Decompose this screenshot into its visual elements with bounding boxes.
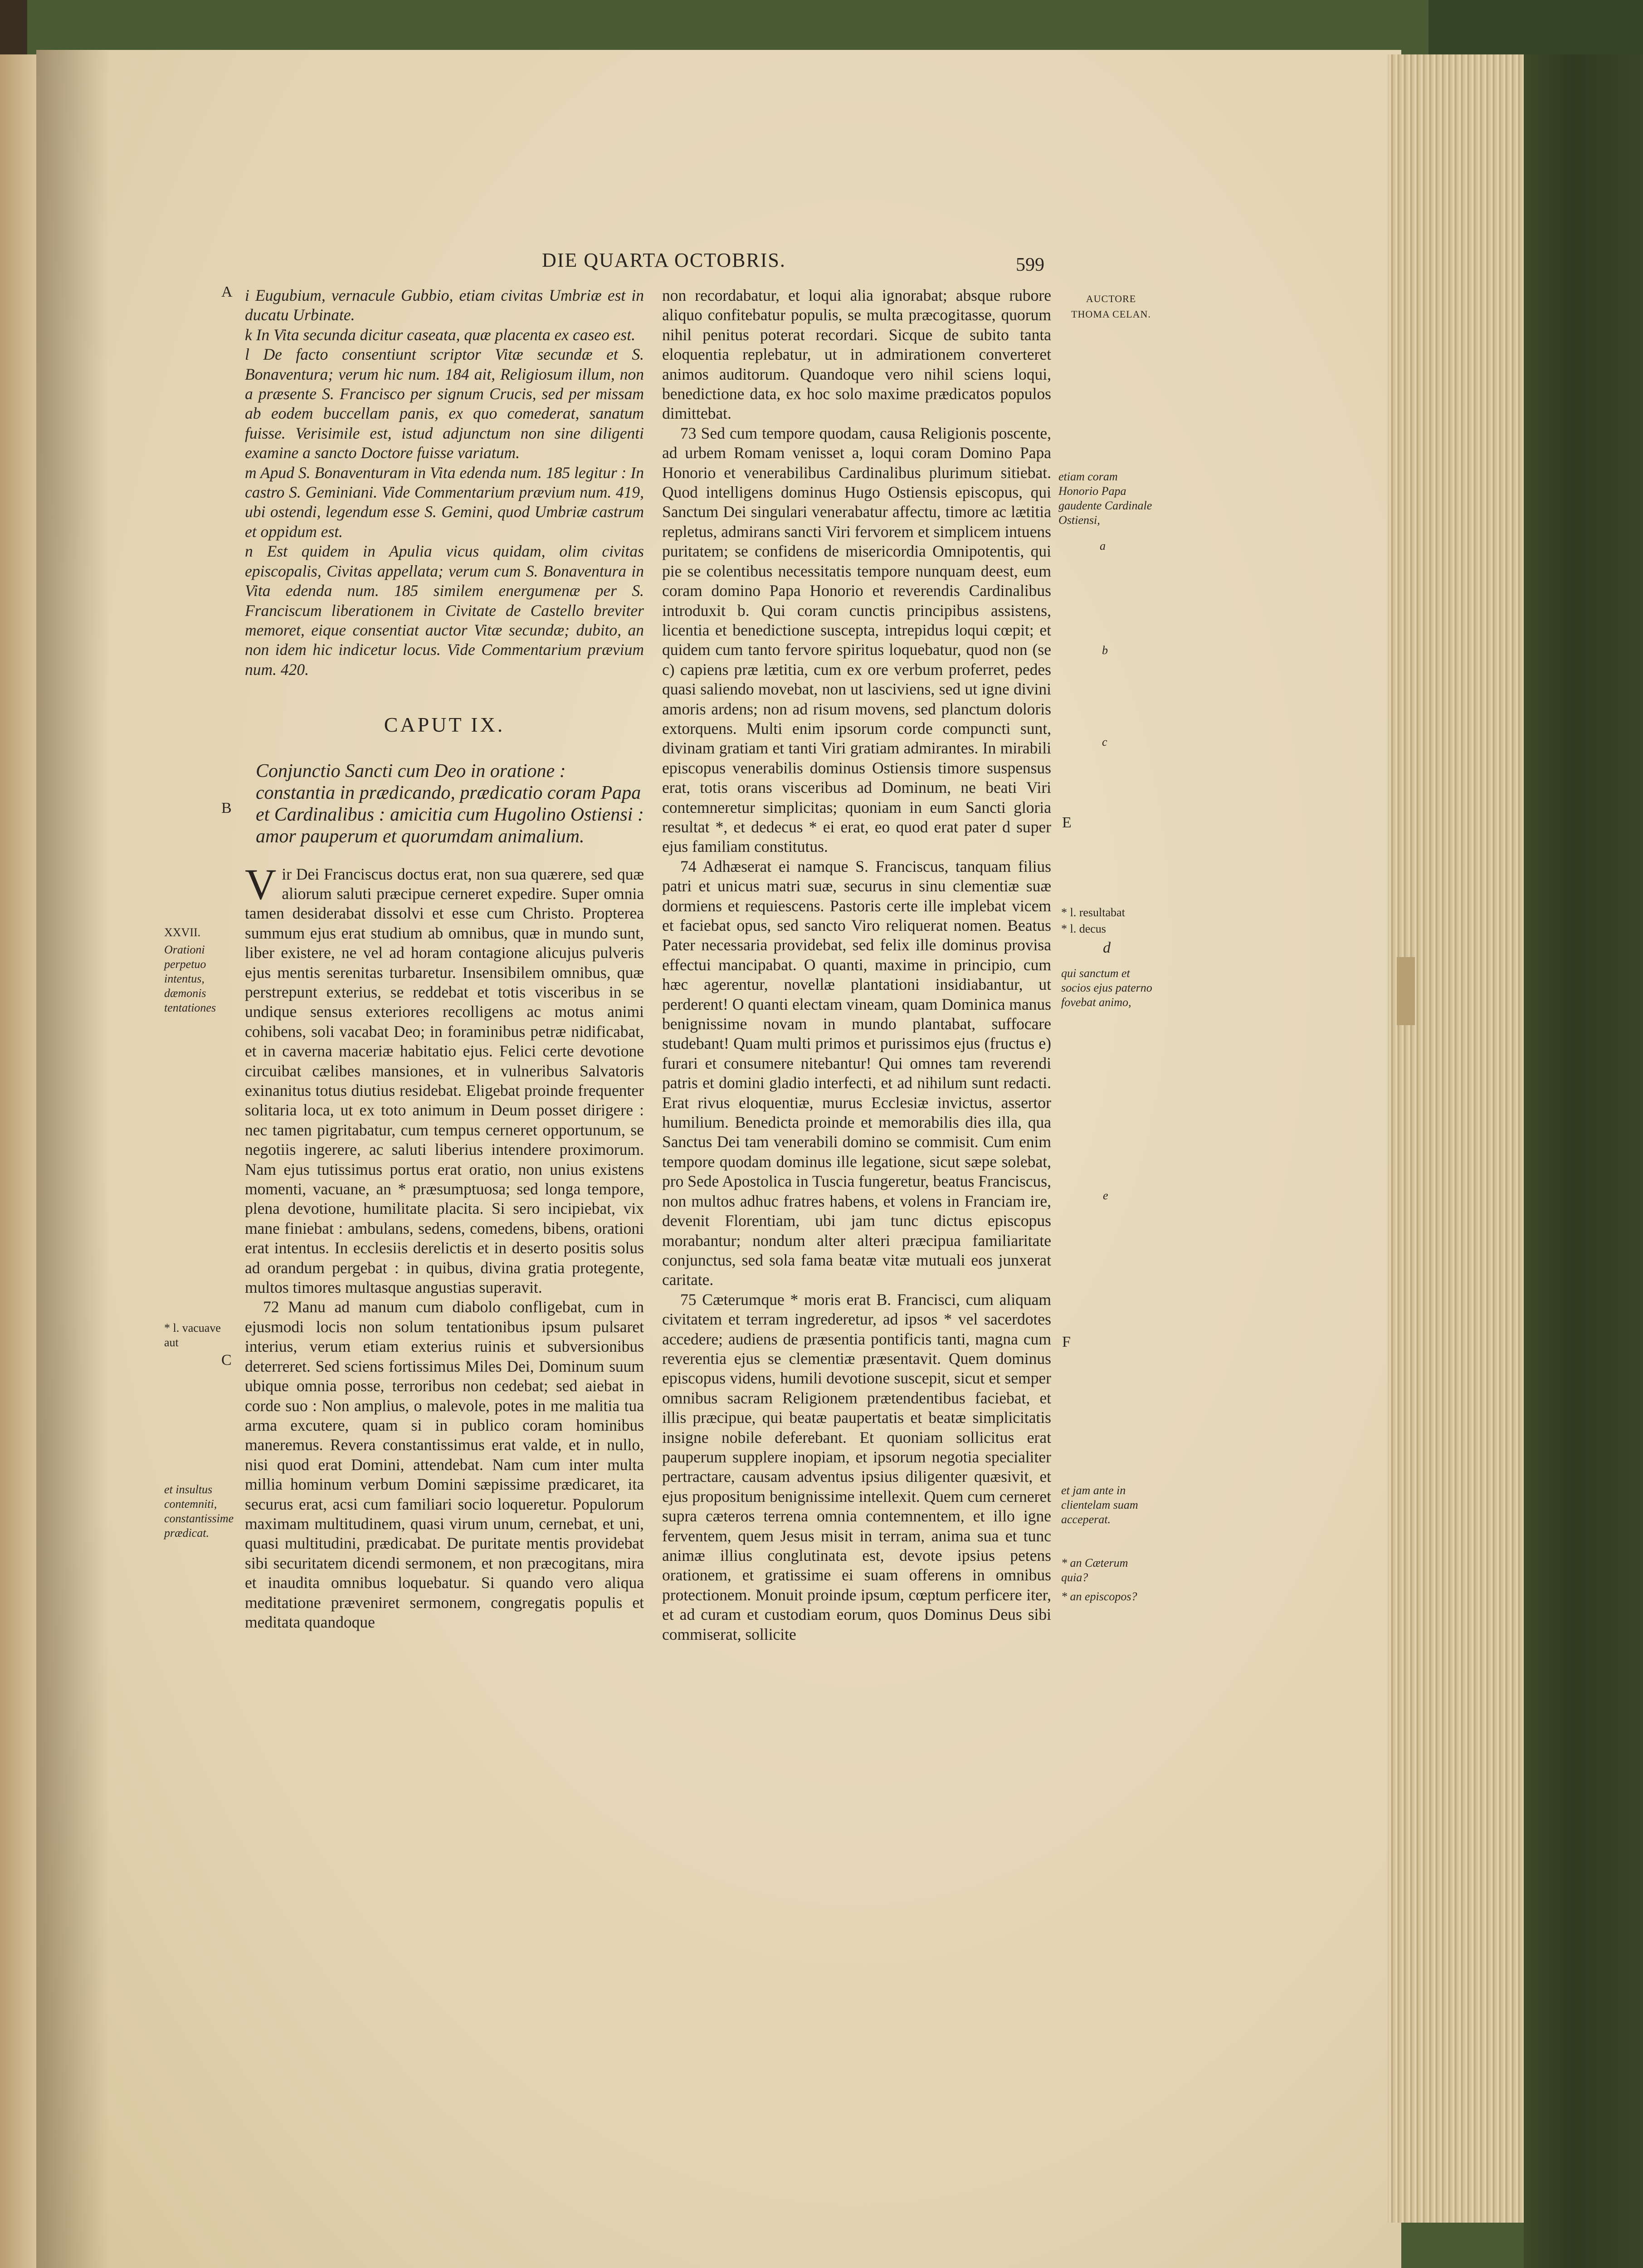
footnote-m: m Apud S. Bonaventuram in Vita edenda num. 185 legitur : In castro S. Geminiani. Vide Commentarium prævium num. 419, ubi ostendi, legendum esse S. Gemini, quod Umbriæ castrum et oppidum est. — [245, 463, 644, 541]
margin-note-insultus: et insultus contemniti, constantissime prædicat. — [164, 1483, 234, 1540]
margin-note-episcopos: * an episcopos? — [1061, 1590, 1137, 1603]
right-column — [662, 286, 1051, 1644]
margin-note-decus: * l. decus — [1061, 922, 1106, 935]
book-cover-top — [1428, 0, 1643, 64]
section-letter-f: F — [1062, 1334, 1071, 1350]
margin-note-resultabat: * l. resultabat — [1061, 906, 1125, 919]
facing-page-edge — [0, 54, 36, 2268]
running-title: DIE QUARTA OCTOBRIS. — [542, 249, 786, 271]
margin-note-honorio: etiam coram Honorio Papa gaudente Cardinale Ostiensi, — [1058, 470, 1152, 527]
margin-note-clientelam: et jam ante in clientelam suam acceperat. — [1061, 1484, 1138, 1526]
margin-note-socios: qui sanctum et socios ejus paterno fovebat animo, — [1061, 967, 1152, 1009]
footnote-k: k In Vita secunda dicitur caseata, quæ placenta ex caseo est. — [245, 325, 635, 344]
section-letter-b: B — [221, 800, 232, 816]
margin-note-letter-d: d — [1103, 939, 1111, 956]
section-letter-c: C — [221, 1352, 232, 1369]
footnote-n: n Est quidem in Apulia vicus quidam, olim civitas episcopalis, Civitas appellata; verum cum S. Bonaventura in Vita edenda num. 185 similem energumenæ per S. Franciscum liberationem in Civitate de Castello breviter memoret, eique consentiat auctor Vitæ secundæ; dubito, an non idem hic indicetur locus. Vide Commentarium prævium num. 420. — [245, 542, 644, 679]
drop-cap: V — [245, 860, 277, 909]
chapter-summary: Conjunctio Sancti cum Deo in oratione : constantia in prædicando, prædicatio coram Papa et Cardinalibus : amicitia cum Hugolino Ostiensi : amor pauperum et quorumdam animalium. — [256, 760, 644, 847]
chapter-title: CAPUT IX. — [384, 713, 505, 737]
paragraph-74: 74 Adhæserat ei namque S. Franciscus, tanquam filius patri et unicus matri suæ, securus in sinu clementiæ suæ dormiens et requiescens. Pastoris certe ille implebat vicem et faciebat opus, sed sancto Viro reliquerat nomen. Beatus Pater necessaria providebat, sed felix ille dominus provisa effectui mancipabat. O quanti, maxime in principio, cum hæc agerentur, novellæ plantationi insidiabantur, ut perderent! O quanti electam vineam, quam Dominica manus benignissime novam in mundo plantabat, suffocare studebant! Quam multi primos et purissimos ejus (fructus e) furari et consumere nitebantur! Qui omnes tam reverendi patris et domini gladio interfecti, et ad nihilum sunt redacti. Erat rivus eloquentiæ, murus Ecclesiæ invictus, assertor humilium. Benedicta proinde et memorabilis dies illa, qua Sanctus Dei tam venerabili domino se commisit. Cum enim tempore quodam dominus ille legatione, sicut sæpe solebat, pro Sede Apostolica in Tuscia fungeretur, beatus Franciscus, non multos adhuc fratres habens, et volens in Franciam ire, devenit Florentiam, ubi jam tunc dictus episcopus morabantur; nondum alter alteri præcipua familiaritate conjunctus, sed sola fama beatæ vitæ mutuali eos junxerat caritate. — [662, 857, 1051, 1289]
left-column — [245, 286, 644, 1632]
page-tab-marker — [1397, 957, 1415, 1025]
author-note: AUCTORE THOMA CELAN. — [1071, 293, 1151, 320]
paragraph-72: 72 Manu ad manum cum diabolo confligebat, cum in ejusmodi locis non solum tentationibus ipsum pulsaret interius, verum etiam exterius ruinis et subversionibus deterreret. Sed sciens fortissimus Miles Dei, Dominum suum ubique omnia posse, terroribus non cedebat; sed aiebat in corde suo : Non amplius, o malevole, potes in me malitia tua arma excutere, quam si in publico coram hominibus maneremus. Revera constantissimus erat valde, et in nullo, nisi quod erat Domini, attendebat. Nam cum inter multa millia hominum verbum Domini sæpissime prædicaret, ita securus erat, acsi cum familiari socio loqueretur. Populorum maximam multitudinem, quasi virum unum, cernebat, et uni, quasi multitudini, prædicabat. De puritate mentis providebat sibi securitatem dicendi sermonem, et non præcogitans, mira et inaudita omnibus loquebatur. Si quando vero aliqua meditatione præveniret sermonem, congregatis populis et meditata quandoque — [245, 1298, 644, 1631]
paragraph-75: 75 Cæterumque * moris erat B. Francisci, cum aliquam civitatem et terram ingrederetur, ad ipsos * vel sacerdotes accedere; audiens de præsentia pontificis tanti, magna cum reverentia ejus se clementiæ præsentavit. Quem dominus episcopus videns, humili devotione suscepit, sicut et semper omnibus sacram Religionem prætendentibus faciebat, et illis præcipue, qui beatæ paupertatis et beatæ simplicitatis insigne nobile deferebant. Et quoniam sollicitus erat pauperum supplere inopiam, et ipsorum negotia specialiter pertractare, causam adventus ipsius diligenter quæsivit, et ejus propositum benignissime intellexit. Quem cum cerneret supra cæteros terrena omnia contemnentem, et illo igne ferventem, quem Jesus misit in terram, anima sua et tunc animæ illius conglutinata est, devote ipsius petens orationem, et gratissime ei suam offerens in omnibus protectionem. Monuit proinde ipsum, cœptum perficere iter, et ad curam et custodiam eorum, quos Dominus Deus sibi commiserat, sollicite — [662, 1290, 1051, 1643]
footnote-l: l De facto consentiunt scriptor Vitæ secundæ et S. Bonaventura; verum hic num. 184 ait, Religiosum illum, non a præsente S. Francisco per signum Crucis, sed per missam ab eodem buccellam panis, ex quo comederat, sanatum fuisse. Verisimile est, istud adjunctum non sine diligenti examine a sancto Doctore fuisse variatum. — [245, 345, 644, 462]
gutter-shadow — [36, 50, 109, 2268]
margin-note-vacuave: * l. vacuave aut — [164, 1321, 221, 1349]
page-number: 599 — [1016, 254, 1044, 275]
book-cover-edge — [1524, 54, 1643, 2268]
footnote-i: i Eugubium, vernacule Gubbio, etiam civitas Umbriæ est in ducatu Urbinate. — [245, 286, 644, 324]
margin-note-letter-a: a — [1100, 539, 1106, 552]
margin-note-letter-c: c — [1102, 735, 1107, 748]
margin-note-caeterum: * an Cæterum quia? — [1061, 1556, 1128, 1584]
paragraph-71 — [245, 860, 644, 1298]
section-letter-a: A — [221, 284, 233, 300]
paragraph-72-cont: non recordabatur, et loqui alia ignorabat; absque rubore aliquo confitebatur populis, se multa præcogitasse, quorum nihil penitus poterat recordari. Sicque de subito tanta eloquentia replebatur, ut in admirationem converteret animos auditorum. Quandoque vero nihil sciens loqui, benedictione data, ex hoc solo maxime prædicatos populos dimittebat. — [662, 286, 1051, 423]
margin-note-letter-b: b — [1102, 644, 1108, 657]
margin-paragraph-number: XXVII. — [164, 926, 201, 939]
paragraph-71-text: ir Dei Franciscus doctus erat, non sua quærere, sed quæ aliorum saluti præcipue cerneret expedire. Super omnia tamen desiderabat dissolvi et esse cum Christo. Propterea summum ejus erat studium ab omnibus, quæ in mundo sunt, liber existere, ne vel ad horam contagione alicujus pulveris ejus mentis serenitas turbaretur. Insensibilem omnibus, quæ perstrepunt exterius, se reddebat et totis visceribus in se undique sensus exteriores recolligens ac motus animi cohibens, soli vacabat Deo; in foraminibus petræ nidificabat, et in caverna maceriæ habitatio ejus. Felici certe devotione circuibat cælibes mansiones, et in vulneribus Salvatoris exinanitus totus diutius residebat. Eligebat proinde frequenter solitaria loca, ut ex toto animum in Deum posset dirigere : nec tamen pigritabatur, cum tempus cerneret opportunum, se negotiis ingerere, ac saluti liberius intendere proximorum. Nam ejus tutissimus portus erat oratio, non unius existens momenti, vacuane, an * præsumptuosa; sed longa tempore, plena devotione, humilitate placita. Si sero incipiebat, vix mane finiebat : ambulans, sedens, comedens, bibens, orationi erat intentus. In ecclesiis derelictis et in deserto positis solus ad orandum pergebat : in quibus, divina gratia protegente, multos timores multasque angustias superavit. — [245, 865, 644, 1297]
margin-note-oratio: Orationi perpetuo intentus, dæmonis tentationes — [164, 943, 216, 1014]
section-letter-e: E — [1062, 814, 1072, 831]
paragraph-73: 73 Sed cum tempore quodam, causa Religionis poscente, ad urbem Romam venisset a, loqui coram Domino Papa Honorio et venerabilibus Cardinalibus plurimum sitiebat. Quod intelligens dominus Hugo Ostiensis episcopus, qui Sanctum Dei singulari venerabatur affectu, timore ac lætitia repletus, admirans sancti Viri fervorem et simplicem intuens puritatem; se confidens de misericordia Omnipotentis, qui pie se colentibus necessitatis tempore nunquam deest, eum coram domino Papa Honorio et reverendis Cardinalibus introduxit b. Qui coram cunctis principibus assistens, licentia et benedictione suscepta, intrepidus loqui cœpit; et quidem cum tanto fervore spiritus loquebatur, quod non (se c) capiens præ lætitia, cum ex ore verbum proferret, pedes quasi saliendo movebat, non ut lasciviens, sed ut igne divini amoris ardens; non ad risum movens, sed planctum doloris extorquens. Multi enim ipsorum corde compuncti sunt, divinam gratiam et tanti Viri gratiam admirantes. In mirabili episcopus venerabilis dominus Ostiensis timore suspensus erat, totis orans visceribus ad Dominum, ne beati Viri contemneretur simplicitas; quoniam in eum Sancti gloria resultat *, et dedecus * ei erat, eo quod erat pater d super ejus familiam constitutus. — [662, 424, 1051, 856]
page-edges — [1388, 54, 1524, 2223]
margin-note-letter-e: e — [1103, 1189, 1108, 1202]
